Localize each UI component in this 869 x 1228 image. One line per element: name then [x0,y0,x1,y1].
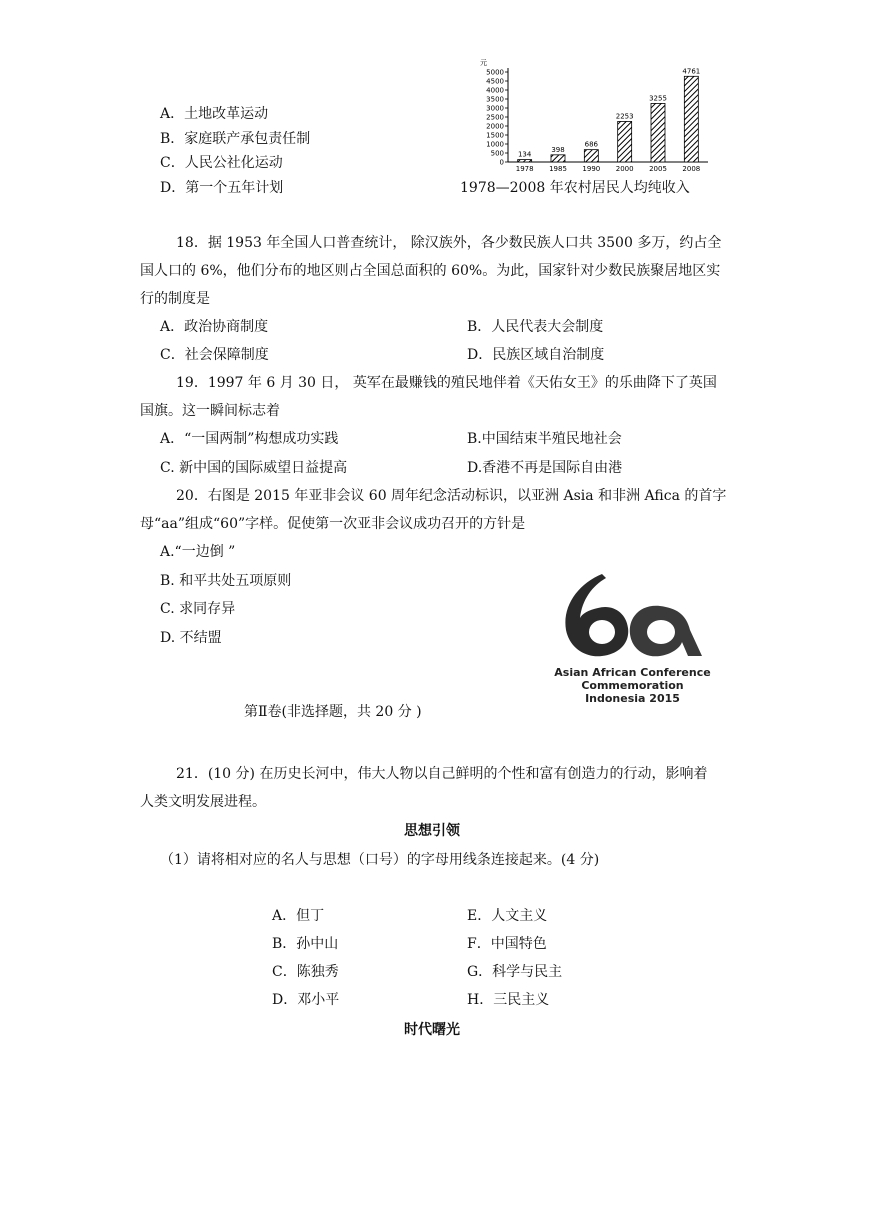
x-tick-label: 1978 [515,165,534,173]
q21-subquestion-1: （1）请将相对应的名人与思想（口号）的字母用线条连接起来。(4 分) [160,852,600,868]
aa-60-logo-icon [540,570,725,662]
y-tick-label: 3500 [486,95,504,104]
q21-idea-g: G．科学与民主 [467,964,563,980]
q21-person-b: B．孙中山 [272,936,339,952]
bar [684,76,698,162]
q17-option-c: C．人民公社化运动 [160,155,283,171]
y-tick-label: 0 [499,158,504,167]
y-tick-label: 3000 [486,104,504,113]
q18-stem-line3: 行的制度是 [140,291,210,307]
q20-stem-line2: 母“aa”组成“60”字样。促使第一次亚非会议成功召开的方针是 [140,516,526,532]
q21-heading-era: 时代曙光 [404,1022,460,1038]
asian-african-conference-logo [540,570,725,710]
q21-stem-line2: 人类文明发展进程。 [140,794,266,810]
chart-title: 1978—2008 年农村居民人均纯收入 [460,180,690,196]
logo-text-line1: Asian African Conference [554,666,711,679]
q20-option-d: D. 不结盟 [160,630,222,646]
q20-option-c: C. 求同存异 [160,601,236,617]
section-2-heading: 第Ⅱ卷(非选择题，共 20 分 ) [244,704,422,720]
q18-option-a: A．政治协商制度 [160,319,269,335]
q17-option-a: A．土地改革运动 [160,106,269,122]
income-bar-chart [474,58,724,186]
bar [584,150,598,162]
q21-stem-line1: 21．(10 分) 在历史长河中，伟大人物以自己鲜明的个性和富有创造力的行动，影响着 [176,766,708,782]
bar [518,160,532,162]
x-tick-label: 2000 [615,165,634,173]
q18-option-b: B．人民代表大会制度 [467,319,604,335]
bar [551,155,565,162]
y-tick-label: 1000 [486,140,504,149]
x-tick-label: 1985 [549,165,567,173]
q21-person-d: D．邓小平 [272,992,340,1008]
y-tick-label: 2500 [486,113,504,122]
q21-heading-ideas: 思想引领 [404,823,460,839]
q19-stem-line1: 19．1997 年 6 月 30 日， 英军在最赚钱的殖民地伴着《天佑女王》的乐曲降下了英国 [176,375,717,391]
q18-stem-line1: 18．据 1953 年全国人口普查统计， 除汉族外，各少数民族人口共 3500 多万，约占全 [176,235,722,251]
x-tick-label: 2008 [682,165,701,173]
q17-option-b: B．家庭联产承包责任制 [160,131,311,147]
bar-value-label: 4761 [682,67,701,76]
y-axis-unit-label: 元 [480,59,487,67]
y-tick-label: 4000 [486,86,504,95]
bar-value-label: 398 [551,145,565,154]
x-tick-label: 1990 [582,165,601,173]
q21-idea-h: H．三民主义 [467,992,550,1008]
bar-value-label: 2253 [615,112,634,121]
bar-value-label: 686 [584,140,599,149]
q20-stem-line1: 20．右图是 2015 年亚非会议 60 周年纪念活动标识，以亚洲 Asia 和非洲 Afica 的首字 [176,488,727,504]
q19-option-a: A．“一国两制”构想成功实践 [160,431,339,447]
y-tick-label: 5000 [486,68,504,77]
q21-idea-e: E．人文主义 [467,908,548,924]
bar-value-label: 134 [517,150,532,159]
logo-text-line2: Commemoration [581,679,684,692]
y-tick-label: 1500 [486,131,504,140]
q19-option-c: C. 新中国的国际威望日益提高 [160,460,348,476]
q19-option-b: B.中国结束半殖民地社会 [467,431,622,447]
bar [651,103,665,162]
q20-option-a: A.“一边倒 ” [160,544,236,560]
y-tick-label: 4500 [486,77,504,86]
q19-stem-line2: 国旗。这一瞬间标志着 [140,403,280,419]
q19-option-d: D.香港不再是国际自由港 [467,460,623,476]
q21-idea-f: F．中国特色 [467,936,547,952]
q20-option-b: B. 和平共处五项原则 [160,573,292,589]
q21-person-c: C．陈独秀 [272,964,339,980]
q21-person-a: A．但丁 [272,908,325,924]
bar-value-label: 3255 [649,94,667,103]
q18-option-d: D．民族区域自治制度 [467,347,605,363]
q18-stem-line2: 国人口的 6%，他们分布的地区则占全国总面积的 60%。为此，国家针对少数民族聚居地区实 [140,263,721,279]
y-tick-label: 2000 [486,122,504,131]
bar [618,121,632,162]
logo-text-line3: Indonesia 2015 [585,692,680,705]
q17-option-d: D．第一个五年计划 [160,180,284,196]
q18-option-c: C．社会保障制度 [160,347,269,363]
y-tick-label: 500 [490,149,504,158]
x-tick-label: 2005 [649,165,667,173]
